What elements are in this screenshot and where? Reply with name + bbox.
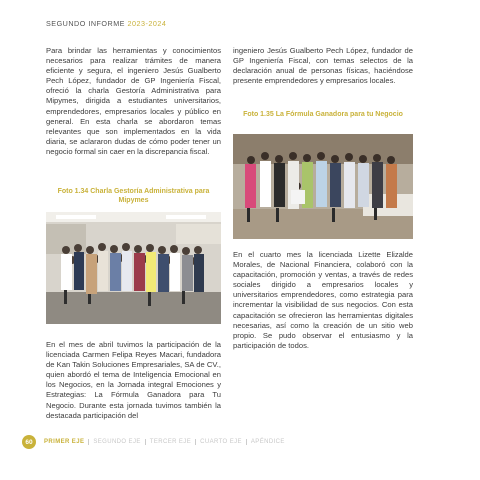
right-column-text (233, 46, 413, 86)
group-photo-image (46, 212, 221, 324)
chapter-nav (44, 439, 289, 445)
chapter-tercer-eje[interactable]: TERCER EJE (145, 439, 195, 445)
left-column-bottom-text (46, 340, 221, 421)
right-column-bottom-text (233, 250, 413, 351)
photo-caption-1-35: Foto 1.35 La Fórmula Ganadora para tu Negocio (243, 111, 403, 118)
photo-formula-ganadora (233, 134, 413, 239)
chapter-segundo-eje[interactable]: SEGUNDO EJE (88, 439, 144, 445)
paragraph-inteligencia-emocional: En el mes de abril tuvimos la participación de la licenciada Carmen Felipa Reyes Macari, fundadora de Kan Takin Soluciones Empresariales, SA de CV., quien abordó el tema de Inteligencia Emocional en los Negocios, en la Jornada integral Emociones y Estrategias: La Fórmula Ganadora para Tu Negocio. Durante esta jornada tuvimos también la destacada participación del (46, 340, 221, 420)
header-year: 2023-2024 (127, 19, 167, 28)
photo-caption-1-34: Foto 1.34 Charla Gestoría Administrativa para Mipymes (57, 188, 210, 204)
photo-charla-gestoria (46, 212, 221, 324)
paragraph-gestoria: Para brindar las herramientas y conocimientos necesarios para realizar trámites de manera eficiente y segura, el ingeniero Jesús Gualberto Pech López, fundador de GP Ingeniería Fiscal, ofreció la charla Gestoría Administrativa para Mipymes, dirigida a estudiantes universitarios, emprendedores, empresarios locales y público en general. En esta charla se abordaron temas relevantes que son implementados en la vida diaria, se aclararon dudas de cómo poder tener un negocio formal sin caer en la discrepancia fiscal. (46, 46, 221, 156)
paragraph-declaracion-anual: ingeniero Jesús Gualberto Pech López, fundador de GP Ingeniería Fiscal, con temas selectos de la declaración anual de personas físicas, haciéndose presente emprendedores y empresarios locales. (233, 46, 413, 86)
paragraph-nacional-financiera: En el cuarto mes la licenciada Lizette Elizalde Morales, de Nacional Financiera, colaboró con la capacitación, promoción y ventas, a través de redes sociales dirigido a empresarios locales y universitarios emprendedores, como estrategia para incrementar la visibilidad de sus negocios. Con esta capacitación se ofrecieron las herramientas digitales necesarias, así como la creación de un sitio web propio. Se pudo observar el entusiasmo y la participación de todos. (233, 250, 413, 350)
chapter-apendice[interactable]: APÉNDICE (246, 439, 289, 445)
chapter-primer-eje[interactable]: PRIMER EJE (44, 439, 85, 445)
page-footer (22, 435, 289, 449)
page-header (46, 19, 166, 28)
group-photo-image-2 (233, 134, 413, 239)
chapter-cuarto-eje[interactable]: CUARTO EJE (195, 439, 246, 445)
left-column-text (46, 46, 221, 157)
header-prefix: SEGUNDO INFORME (46, 19, 125, 28)
page-number-badge: 60 (22, 435, 36, 449)
